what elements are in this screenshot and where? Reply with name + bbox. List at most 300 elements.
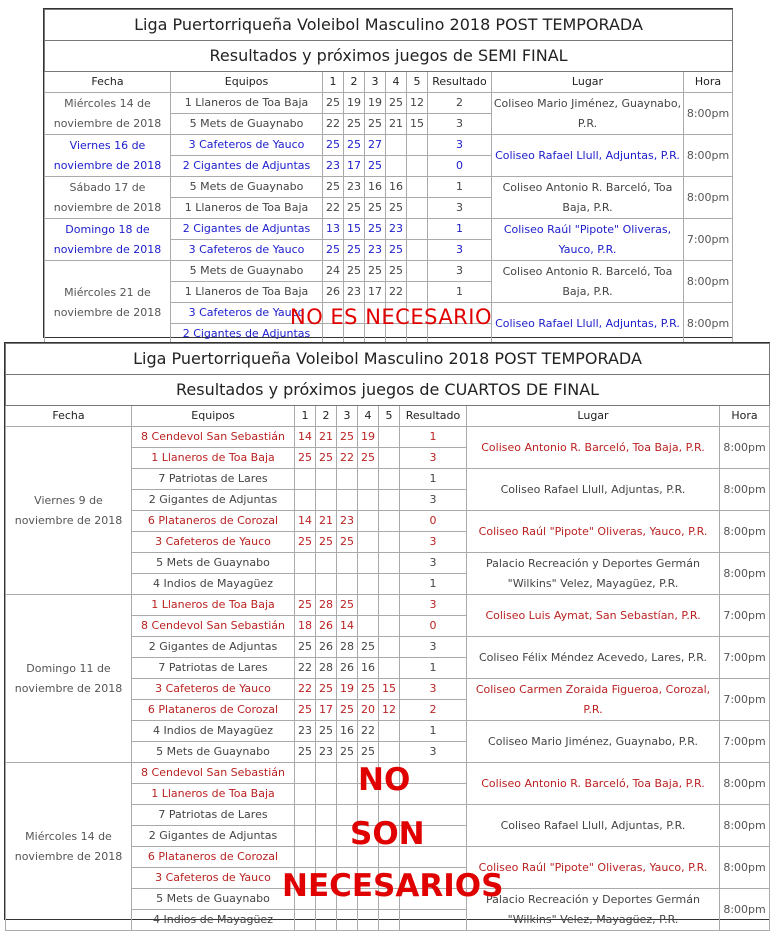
set-score-cell: 14 xyxy=(295,511,316,532)
set-score-cell xyxy=(407,282,428,303)
result-cell xyxy=(400,805,467,826)
table-row xyxy=(45,219,733,240)
set-score-cell: 25 xyxy=(316,721,337,742)
no-son-necesarios-stamp-line-1: NO xyxy=(358,762,411,798)
set-score-cell xyxy=(407,198,428,219)
team-cell: 1 Llaneros de Toa Baja xyxy=(171,198,323,219)
set-score-cell xyxy=(407,156,428,177)
semi-final-table xyxy=(43,8,733,338)
set-score-cell: 15 xyxy=(379,679,400,700)
set-score-cell xyxy=(358,532,379,553)
team-cell: 3 Cafeteros de Yauco xyxy=(171,240,323,261)
set-score-cell xyxy=(407,303,428,324)
set-score-cell xyxy=(295,826,316,847)
set-score-cell xyxy=(337,826,358,847)
team-cell: 1 Llaneros de Toa Baja xyxy=(132,784,295,805)
time-cell: 8:00pm xyxy=(720,469,770,511)
set-score-cell xyxy=(358,784,379,805)
set-score-cell: 25 xyxy=(365,114,386,135)
set-score-cell xyxy=(379,868,400,889)
set-score-cell xyxy=(337,469,358,490)
set-score-cell: 25 xyxy=(386,198,407,219)
place-cell: Coliseo Rafael Llull, Adjuntas, P.R. xyxy=(467,805,720,847)
place-cell: Coliseo Antonio R. Barceló, Toa Baja, P.R. xyxy=(492,261,684,303)
column-header: 1 xyxy=(323,72,344,93)
time-cell: 8:00pm xyxy=(720,763,770,805)
result-cell: 3 xyxy=(400,679,467,700)
set-score-cell xyxy=(295,805,316,826)
set-score-cell: 12 xyxy=(379,700,400,721)
place-cell: Coliseo Félix Méndez Acevedo, Lares, P.R. xyxy=(467,637,720,679)
set-score-cell xyxy=(358,616,379,637)
team-cell: 5 Mets de Guaynabo xyxy=(132,889,295,910)
set-score-cell xyxy=(316,889,337,910)
set-score-cell xyxy=(379,910,400,931)
time-cell: 8:00pm xyxy=(720,427,770,469)
team-cell: 2 Gigantes de Adjuntas xyxy=(132,490,295,511)
table-row xyxy=(45,135,733,156)
set-score-cell xyxy=(386,303,407,324)
time-cell: 8:00pm xyxy=(720,553,770,595)
column-header: Fecha xyxy=(45,72,171,93)
place-cell: Palacio Recreación y Deportes Germán "Wilkins" Velez, Mayagüez, P.R. xyxy=(467,553,720,595)
set-score-cell: 26 xyxy=(316,616,337,637)
set-score-cell xyxy=(379,784,400,805)
set-score-cell: 19 xyxy=(337,679,358,700)
set-score-cell xyxy=(316,805,337,826)
set-score-cell: 17 xyxy=(316,700,337,721)
set-score-cell: 25 xyxy=(337,595,358,616)
team-cell: 5 Mets de Guaynabo xyxy=(171,177,323,198)
column-header: Hora xyxy=(684,72,733,93)
column-header: 3 xyxy=(337,406,358,427)
set-score-cell: 25 xyxy=(365,261,386,282)
set-score-cell xyxy=(379,616,400,637)
set-score-cell: 28 xyxy=(316,595,337,616)
column-header: Equipos xyxy=(132,406,295,427)
table-row xyxy=(6,427,770,448)
set-score-cell xyxy=(379,595,400,616)
set-score-cell: 25 xyxy=(295,532,316,553)
result-cell xyxy=(400,847,467,868)
set-score-cell: 23 xyxy=(295,721,316,742)
set-score-cell: 23 xyxy=(316,742,337,763)
set-score-cell xyxy=(316,868,337,889)
column-header: 4 xyxy=(386,72,407,93)
set-score-cell: 21 xyxy=(316,511,337,532)
time-cell: 7:00pm xyxy=(720,679,770,721)
set-score-cell xyxy=(379,511,400,532)
set-score-cell xyxy=(316,490,337,511)
result-cell: 2 xyxy=(428,93,492,114)
subtitle-row xyxy=(6,375,770,406)
column-header: 2 xyxy=(344,72,365,93)
set-score-cell: 17 xyxy=(365,282,386,303)
result-cell: 1 xyxy=(400,721,467,742)
set-score-cell xyxy=(316,910,337,931)
team-cell: 1 Llaneros de Toa Baja xyxy=(132,595,295,616)
set-score-cell: 25 xyxy=(344,135,365,156)
set-score-cell xyxy=(407,135,428,156)
result-cell: 1 xyxy=(428,282,492,303)
time-cell: 8:00pm xyxy=(684,135,733,177)
set-score-cell xyxy=(358,574,379,595)
team-cell: 2 Gigantes de Adjuntas xyxy=(132,637,295,658)
time-cell: 8:00pm xyxy=(684,93,733,135)
set-score-cell xyxy=(295,763,316,784)
set-score-cell xyxy=(316,826,337,847)
column-header: Resultado xyxy=(428,72,492,93)
result-cell: 3 xyxy=(428,114,492,135)
no-son-necesarios-stamp-line-3: NECESARIOS xyxy=(282,868,504,904)
team-cell: 3 Cafeteros de Yauco xyxy=(132,532,295,553)
set-score-cell xyxy=(386,135,407,156)
set-score-cell xyxy=(295,784,316,805)
no-son-necesarios-stamp-line-2: SON xyxy=(350,816,425,852)
set-score-cell xyxy=(295,910,316,931)
set-score-cell: 25 xyxy=(316,532,337,553)
date-cell: Sábado 17 de noviembre de 2018 xyxy=(45,177,171,219)
result-cell: 3 xyxy=(428,198,492,219)
result-cell xyxy=(428,303,492,324)
place-cell: Coliseo Rafael Llull, Adjuntas, P.R. xyxy=(492,303,684,345)
column-header: Lugar xyxy=(492,72,684,93)
place-cell: Coliseo Antonio R. Barceló, Toa Baja, P.R. xyxy=(492,177,684,219)
team-cell: 7 Patriotas de Lares xyxy=(132,469,295,490)
set-score-cell: 25 xyxy=(323,177,344,198)
set-score-cell xyxy=(358,511,379,532)
team-cell: 6 Plataneros de Corozal xyxy=(132,700,295,721)
set-score-cell: 23 xyxy=(344,177,365,198)
set-score-cell: 23 xyxy=(323,156,344,177)
set-score-cell xyxy=(379,742,400,763)
set-score-cell xyxy=(358,910,379,931)
set-score-cell xyxy=(337,868,358,889)
semi-final-body xyxy=(45,10,733,345)
set-score-cell: 13 xyxy=(323,219,344,240)
cuartos-final-table xyxy=(4,342,770,926)
set-score-cell: 25 xyxy=(386,261,407,282)
table-row xyxy=(45,93,733,114)
date-cell: Domingo 11 de noviembre de 2018 xyxy=(6,595,132,763)
place-cell: Coliseo Raúl "Pipote" Oliveras, Yauco, P.R. xyxy=(467,847,720,889)
set-score-cell xyxy=(358,805,379,826)
result-cell xyxy=(400,784,467,805)
set-score-cell xyxy=(295,847,316,868)
time-cell: 7:00pm xyxy=(684,219,733,261)
team-cell: 5 Mets de Guaynabo xyxy=(132,553,295,574)
set-score-cell: 25 xyxy=(358,448,379,469)
result-cell: 3 xyxy=(400,637,467,658)
set-score-cell: 25 xyxy=(344,114,365,135)
set-score-cell: 19 xyxy=(358,427,379,448)
set-score-cell xyxy=(295,469,316,490)
set-score-cell xyxy=(358,889,379,910)
set-score-cell: 22 xyxy=(323,114,344,135)
set-score-cell xyxy=(379,637,400,658)
team-cell: 1 Llaneros de Toa Baja xyxy=(132,448,295,469)
result-cell: 3 xyxy=(400,742,467,763)
team-cell: 1 Llaneros de Toa Baja xyxy=(171,282,323,303)
column-header: Resultado xyxy=(400,406,467,427)
set-score-cell: 16 xyxy=(386,177,407,198)
team-cell: 8 Cendevol San Sebastián xyxy=(132,616,295,637)
team-cell: 8 Cendevol San Sebastián xyxy=(132,427,295,448)
column-header: 5 xyxy=(379,406,400,427)
team-cell: 6 Plataneros de Corozal xyxy=(132,847,295,868)
set-score-cell: 21 xyxy=(386,114,407,135)
set-score-cell: 25 xyxy=(344,261,365,282)
set-score-cell xyxy=(358,553,379,574)
result-cell: 2 xyxy=(400,700,467,721)
table-row xyxy=(45,261,733,282)
team-cell: 3 Cafeteros de Yauco xyxy=(132,868,295,889)
result-cell: 0 xyxy=(428,156,492,177)
set-score-cell xyxy=(337,784,358,805)
set-score-cell xyxy=(337,763,358,784)
set-score-cell: 22 xyxy=(358,721,379,742)
team-cell: 2 Cigantes de Adjuntas xyxy=(171,156,323,177)
team-cell: 4 Indios de Mayagüez xyxy=(132,574,295,595)
set-score-cell xyxy=(358,763,379,784)
cuartos-final-grid xyxy=(5,343,770,931)
table-subtitle: Resultados y próximos juegos de CUARTOS DE FINAL xyxy=(6,375,770,406)
result-cell: 1 xyxy=(428,177,492,198)
team-cell: 2 Cigantes de Adjuntas xyxy=(171,219,323,240)
result-cell: 3 xyxy=(428,261,492,282)
time-cell: 8:00pm xyxy=(720,847,770,889)
set-score-cell: 26 xyxy=(337,658,358,679)
column-header: 4 xyxy=(358,406,379,427)
team-cell: 5 Mets de Guaynabo xyxy=(171,261,323,282)
set-score-cell xyxy=(323,303,344,324)
set-score-cell: 14 xyxy=(295,427,316,448)
result-cell: 1 xyxy=(400,469,467,490)
set-score-cell xyxy=(295,574,316,595)
set-score-cell xyxy=(358,868,379,889)
date-cell: Viernes 9 de noviembre de 2018 xyxy=(6,427,132,595)
set-score-cell: 22 xyxy=(295,679,316,700)
column-header: Hora xyxy=(720,406,770,427)
set-score-cell xyxy=(407,261,428,282)
set-score-cell xyxy=(379,889,400,910)
place-cell: Palacio Recreación y Deportes Germán "Wilkins" Velez, Mayagüez, P.R. xyxy=(467,889,720,931)
column-header: 1 xyxy=(295,406,316,427)
set-score-cell: 23 xyxy=(344,282,365,303)
set-score-cell xyxy=(379,427,400,448)
set-score-cell xyxy=(386,156,407,177)
team-cell: 4 Indios de Mayagüez xyxy=(132,910,295,931)
set-score-cell: 17 xyxy=(344,156,365,177)
set-score-cell: 25 xyxy=(386,240,407,261)
set-score-cell xyxy=(379,826,400,847)
set-score-cell: 25 xyxy=(344,240,365,261)
team-cell: 5 Mets de Guaynabo xyxy=(171,114,323,135)
table-subtitle: Resultados y próximos juegos de SEMI FINAL xyxy=(45,41,733,72)
team-cell: 5 Mets de Guaynabo xyxy=(132,742,295,763)
title-row xyxy=(45,10,733,41)
set-score-cell xyxy=(316,574,337,595)
column-header: Fecha xyxy=(6,406,132,427)
set-score-cell xyxy=(407,240,428,261)
set-score-cell xyxy=(407,219,428,240)
set-score-cell: 19 xyxy=(344,93,365,114)
place-cell: Coliseo Raúl "Pipote" Oliveras, Yauco, P.R. xyxy=(492,219,684,261)
result-cell: 1 xyxy=(400,427,467,448)
set-score-cell xyxy=(358,490,379,511)
team-cell: 3 Cafeteros de Yauco xyxy=(171,135,323,156)
set-score-cell xyxy=(316,763,337,784)
set-score-cell: 16 xyxy=(365,177,386,198)
result-cell: 3 xyxy=(428,240,492,261)
time-cell: 8:00pm xyxy=(684,261,733,303)
result-cell: 3 xyxy=(400,532,467,553)
set-score-cell xyxy=(407,177,428,198)
set-score-cell: 23 xyxy=(337,511,358,532)
set-score-cell: 25 xyxy=(358,742,379,763)
team-cell: 2 Cigantes de Adjuntas xyxy=(171,324,323,345)
set-score-cell xyxy=(344,303,365,324)
set-score-cell: 25 xyxy=(365,198,386,219)
place-cell: Coliseo Antonio R. Barceló, Toa Baja, P.R. xyxy=(467,427,720,469)
team-cell: 3 Cafeteros de Yauco xyxy=(171,303,323,324)
set-score-cell xyxy=(337,553,358,574)
result-cell xyxy=(400,868,467,889)
set-score-cell xyxy=(316,784,337,805)
team-cell: 1 Llaneros de Toa Baja xyxy=(171,93,323,114)
time-cell: 7:00pm xyxy=(720,721,770,763)
table-title: Liga Puertorriqueña Voleibol Masculino 2018 POST TEMPORADA xyxy=(45,10,733,41)
set-score-cell xyxy=(337,847,358,868)
set-score-cell xyxy=(358,595,379,616)
set-score-cell: 19 xyxy=(365,93,386,114)
result-cell: 3 xyxy=(400,553,467,574)
date-cell: Miércoles 14 de noviembre de 2018 xyxy=(45,93,171,135)
team-cell: 7 Patriotas de Lares xyxy=(132,805,295,826)
set-score-cell: 26 xyxy=(316,637,337,658)
set-score-cell xyxy=(295,889,316,910)
set-score-cell: 15 xyxy=(407,114,428,135)
cuartos-final-body xyxy=(6,344,770,931)
set-score-cell: 14 xyxy=(337,616,358,637)
time-cell: 8:00pm xyxy=(720,511,770,553)
team-cell: 2 Gigantes de Adjuntas xyxy=(132,826,295,847)
set-score-cell: 25 xyxy=(323,240,344,261)
date-cell: Miércoles 14 de noviembre de 2018 xyxy=(6,763,132,931)
set-score-cell: 25 xyxy=(295,742,316,763)
result-cell: 1 xyxy=(428,219,492,240)
team-cell: 6 Plataneros de Corozal xyxy=(132,511,295,532)
set-score-cell: 15 xyxy=(344,219,365,240)
result-cell xyxy=(400,889,467,910)
set-score-cell: 25 xyxy=(365,156,386,177)
team-cell: 8 Cendevol San Sebastián xyxy=(132,763,295,784)
result-cell: 3 xyxy=(400,448,467,469)
column-header: Equipos xyxy=(171,72,323,93)
set-score-cell xyxy=(295,868,316,889)
result-cell xyxy=(400,826,467,847)
time-cell: 8:00pm xyxy=(720,889,770,931)
set-score-cell xyxy=(295,490,316,511)
table-title: Liga Puertorriqueña Voleibol Masculino 2018 POST TEMPORADA xyxy=(6,344,770,375)
set-score-cell xyxy=(295,553,316,574)
date-cell: Miércoles 21 de noviembre de 2018 xyxy=(45,261,171,345)
set-score-cell xyxy=(379,658,400,679)
set-score-cell: 25 xyxy=(365,219,386,240)
set-score-cell: 16 xyxy=(358,658,379,679)
set-score-cell: 25 xyxy=(344,198,365,219)
set-score-cell: 25 xyxy=(386,93,407,114)
set-score-cell: 25 xyxy=(337,532,358,553)
set-score-cell xyxy=(365,303,386,324)
set-score-cell: 22 xyxy=(337,448,358,469)
set-score-cell xyxy=(316,553,337,574)
column-header: 3 xyxy=(365,72,386,93)
set-score-cell: 23 xyxy=(365,240,386,261)
set-score-cell: 25 xyxy=(337,700,358,721)
set-score-cell: 25 xyxy=(295,637,316,658)
team-cell: 4 Indios de Mayagüez xyxy=(132,721,295,742)
set-score-cell xyxy=(337,805,358,826)
set-score-cell: 28 xyxy=(337,637,358,658)
place-cell: Coliseo Mario Jiménez, Guaynabo, P.R. xyxy=(492,93,684,135)
team-cell: 7 Patriotas de Lares xyxy=(132,658,295,679)
set-score-cell: 25 xyxy=(295,448,316,469)
set-score-cell: 25 xyxy=(316,448,337,469)
set-score-cell: 25 xyxy=(337,427,358,448)
set-score-cell xyxy=(337,490,358,511)
date-cell: Domingo 18 de noviembre de 2018 xyxy=(45,219,171,261)
place-cell: Coliseo Raúl "Pipote" Oliveras, Yauco, P.R. xyxy=(467,511,720,553)
set-score-cell: 25 xyxy=(323,93,344,114)
set-score-cell: 25 xyxy=(323,135,344,156)
set-score-cell: 22 xyxy=(386,282,407,303)
table-row xyxy=(6,763,770,784)
set-score-cell xyxy=(379,763,400,784)
set-score-cell xyxy=(379,469,400,490)
set-score-cell xyxy=(379,721,400,742)
set-score-cell: 25 xyxy=(337,742,358,763)
set-score-cell: 25 xyxy=(295,700,316,721)
result-cell: 0 xyxy=(400,616,467,637)
place-cell: Coliseo Rafael Llull, Adjuntas, P.R. xyxy=(467,469,720,511)
set-score-cell: 20 xyxy=(358,700,379,721)
time-cell: 7:00pm xyxy=(720,637,770,679)
set-score-cell xyxy=(337,574,358,595)
set-score-cell: 22 xyxy=(295,658,316,679)
result-cell: 1 xyxy=(400,658,467,679)
set-score-cell xyxy=(316,847,337,868)
semi-final-grid xyxy=(44,9,733,345)
set-score-cell xyxy=(358,826,379,847)
column-header: Lugar xyxy=(467,406,720,427)
set-score-cell: 18 xyxy=(295,616,316,637)
header-row xyxy=(6,406,770,427)
set-score-cell: 23 xyxy=(386,219,407,240)
time-cell: 8:00pm xyxy=(684,303,733,345)
result-cell: 3 xyxy=(400,490,467,511)
set-score-cell xyxy=(379,553,400,574)
set-score-cell xyxy=(379,532,400,553)
set-score-cell xyxy=(337,910,358,931)
place-cell: Coliseo Luis Aymat, San Sebastían, P.R. xyxy=(467,595,720,637)
subtitle-row xyxy=(45,41,733,72)
set-score-cell xyxy=(337,889,358,910)
team-cell: 3 Cafeteros de Yauco xyxy=(132,679,295,700)
column-header: 5 xyxy=(407,72,428,93)
time-cell: 8:00pm xyxy=(720,805,770,847)
set-score-cell: 16 xyxy=(337,721,358,742)
